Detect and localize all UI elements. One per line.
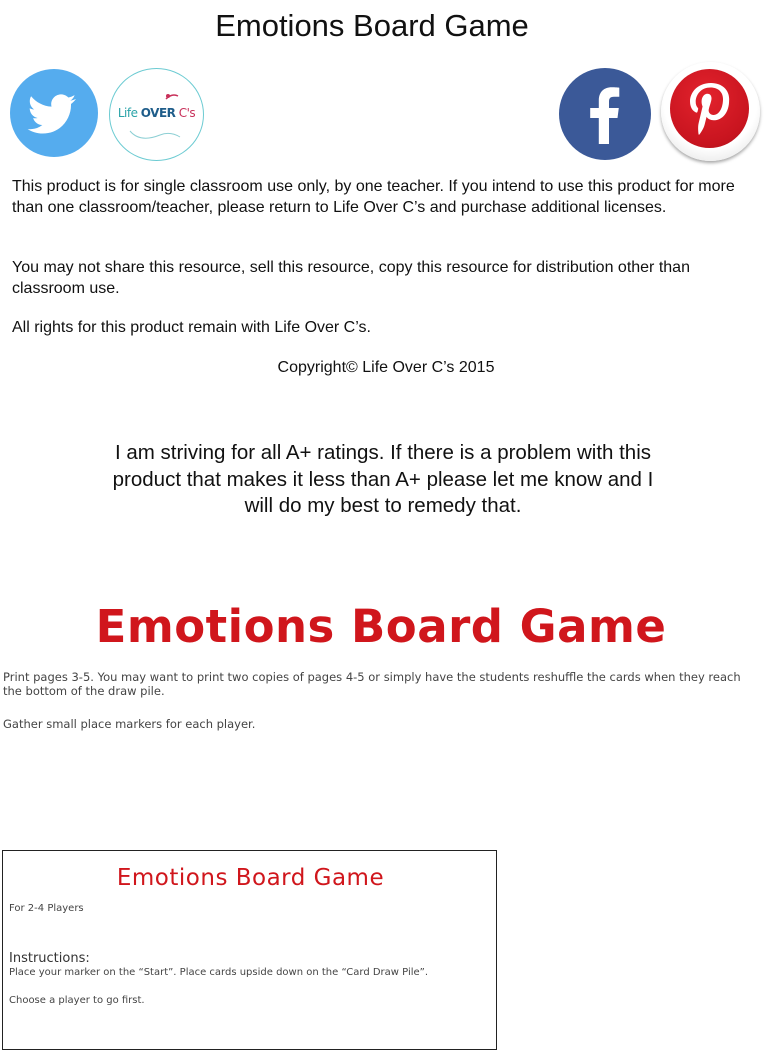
twitter-bird-icon — [10, 69, 98, 157]
preview-instructions: Place your marker on the “Start”. Place cards upside down on the “Card Draw Pile”. — [9, 967, 429, 978]
life-over-cs-logo[interactable] — [109, 68, 204, 161]
page-preview — [2, 850, 497, 1050]
copyright-text: Copyright© Life Over C’s 2015 — [277, 359, 495, 376]
preview-choose-player: Choose a player to go first. — [9, 995, 145, 1006]
rating-message: I am striving for all A+ ratings. If there is a problem with this product that makes it less than A+ please let me know and I will do my best to remedy that. — [112, 441, 654, 517]
rights-paragraph: All rights for this product remain with Life Over C’s. — [12, 319, 371, 336]
license-paragraph: This product is for single classroom use only, by one teacher. If you intend to use this product for more than one classroom/teacher, please return to Life Over C’s and purchase additional licenses. — [12, 178, 735, 216]
preview-instructions-heading: Instructions: — [9, 951, 90, 966]
logo-text-life: Life — [117, 106, 141, 120]
game-title: Emotions Board Game — [95, 600, 667, 653]
sharing-paragraph: You may not share this resource, sell this resource, copy this resource for distribution other than classroom use. — [12, 259, 690, 297]
pinterest-badge — [670, 69, 749, 148]
pinterest-icon[interactable] — [661, 62, 760, 161]
logo-text-over: OVER — [140, 106, 176, 120]
facebook-f-icon — [559, 68, 651, 160]
facebook-icon[interactable] — [559, 68, 651, 160]
logo-text — [110, 106, 203, 120]
twitter-icon[interactable] — [10, 69, 98, 157]
pinterest-p-icon — [670, 69, 749, 148]
gather-instructions: Gather small place markers for each player. — [3, 717, 256, 731]
logo-text-cs: C's — [175, 106, 196, 120]
page-title: Emotions Board Game — [215, 8, 529, 43]
preview-players: For 2-4 Players — [9, 903, 84, 914]
print-instructions: Print pages 3-5. You may want to print two copies of pages 4-5 or simply have the students reshuffle the cards when they reach the bottom of the draw pile. — [3, 670, 741, 698]
preview-title: Emotions Board Game — [116, 865, 385, 891]
